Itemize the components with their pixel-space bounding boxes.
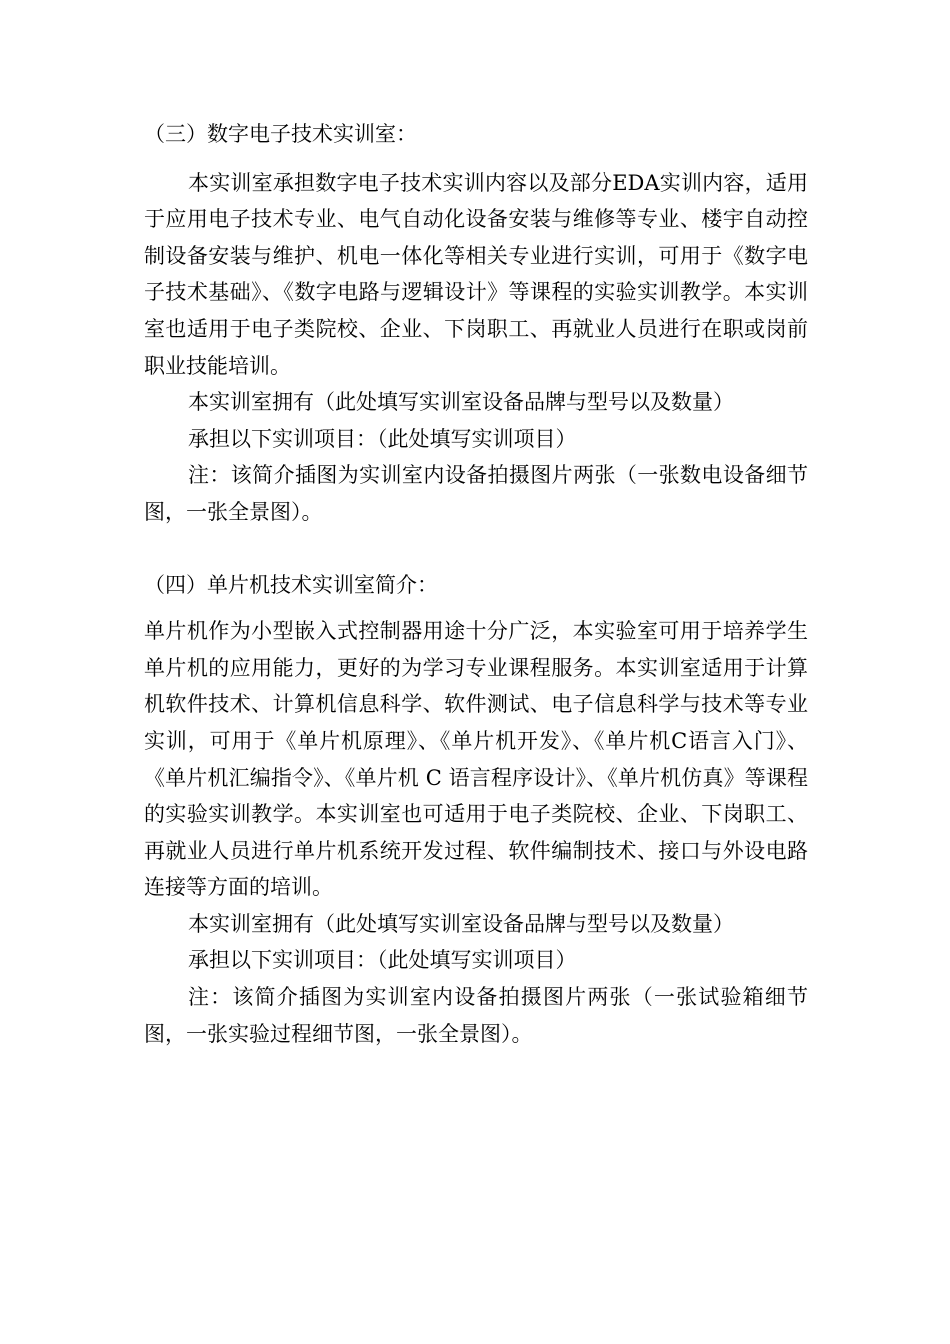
section-microcontroller (144, 567, 808, 1053)
equipment-line: 本实训室拥有（此处填写实训室设备品牌与型号以及数量） (188, 911, 734, 936)
projects-line: 承担以下实训项目：（此处填写实训项目） (188, 948, 577, 973)
section-heading: （三）数字电子技术实训室： (144, 122, 417, 146)
note-line: 注：该简介插图为实训室内设备拍摄图片两张（一张数电设备细节图，一张全景图）。 (144, 463, 808, 524)
document-page (144, 116, 808, 1052)
section-body: 单片机作为小型嵌入式控制器用途十分广泛，本实验室可用于培养学生单片机的应用能力，更好的为学习专业课程服务。本实训室适用于计算机软件技术、计算机信息科学、软件测试、电子信息科学与技术等专业实训，可用于《单片机原理》、《单片机开发》、《单片机C语言入门》、《单片机汇编指令》、《单片机 C 语言程序设计》、《单片机仿真》等课程的实验实训教学。本实训室也可适用于电子类院校、企业、下岗职工、再就业人员进行单片机系统开发过程、软件编制技术、接口与外设电路连接等方面的培训。 (144, 619, 808, 900)
section-gap (144, 531, 808, 567)
section-heading: （四）单片机技术实训室简介： (144, 572, 438, 597)
projects-line: 承担以下实训项目：（此处填写实训项目） (188, 426, 577, 451)
equipment-line: 本实训室拥有（此处填写实训室设备品牌与型号以及数量） (188, 390, 734, 415)
section-digital-electronics (144, 116, 808, 531)
note-line: 注：该简介插图为实训室内设备拍摄图片两张（一张试验箱细节图，一张实验过程细节图，一张全景图）。 (144, 985, 808, 1046)
section-body: 本实训室承担数字电子技术实训内容以及部分EDA实训内容，适用于应用电子技术专业、电气自动化设备安装与维修等专业、楼宇自动控制设备安装与维护、机电一体化等相关专业进行实训，可用于《数字电子技术基础》、《数字电路与逻辑设计》等课程的实验实训教学。本实训室也适用于电子类院校、企业、下岗职工、再就业人员进行在职或岗前职业技能培训。 (144, 170, 808, 378)
